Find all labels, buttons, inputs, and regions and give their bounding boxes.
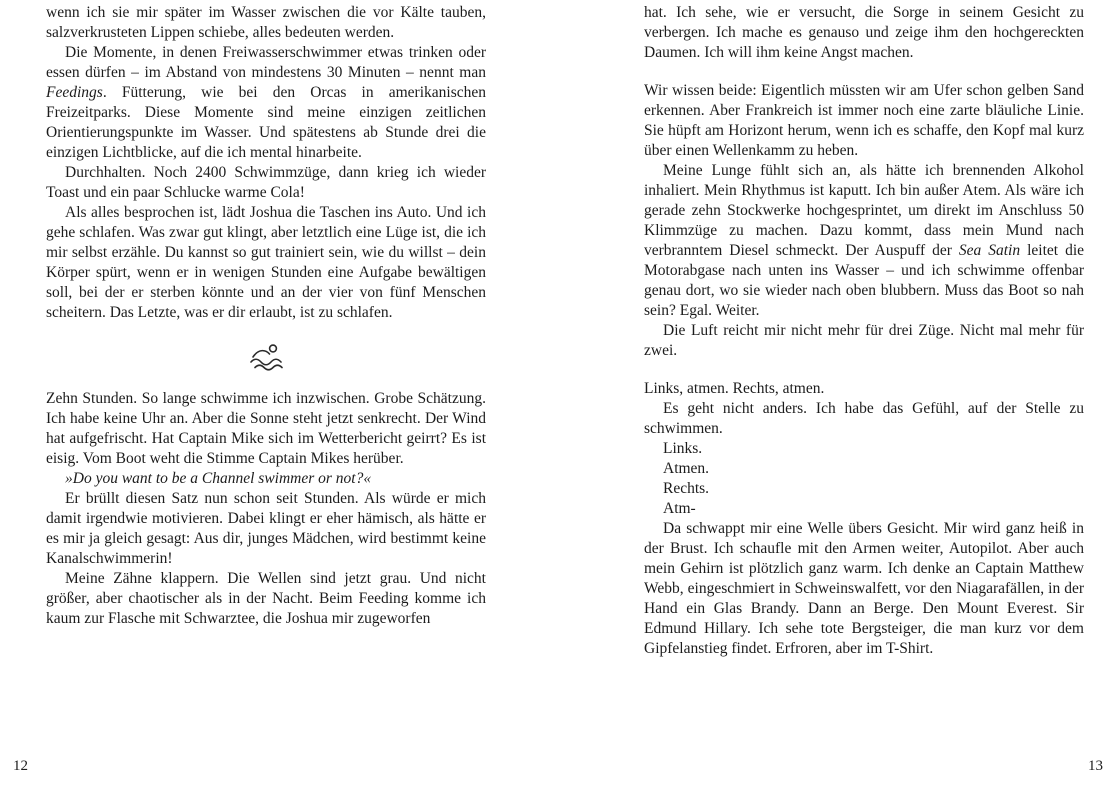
paragraph	[644, 321, 1084, 361]
paragraph	[644, 459, 1084, 479]
text-segment: Er brüllt diesen Satz nun schon seit Stunden. Als würde er mich damit irgendwie motivieren. Dabei klingt er eher hämisch, als hätte er es mir ja gleich gesagt: Aus dir, junges Mädchen, wird bestimmt keine Kanalschwimmerin!	[46, 490, 486, 567]
text-segment: Atm-	[663, 500, 696, 517]
text-segment: Es geht nicht anders. Ich habe das Gefühl, auf der Stelle zu schwimmen.	[644, 400, 1084, 437]
text-segment: Da schwappt mir eine Welle übers Gesicht. Mir wird ganz heiß in der Brust. Ich schaufle mit den Armen weiter, Autopilot. Aber auch mein Gehirn ist plötzlich ganz warm. Ich denke an Captain Matthew Webb, eingeschmiert in Schweinswalfett, vor den Niagarafällen, in der Hand ein Glas Brandy. Dann an Berge. Den Mount Everest. Sir Edmund Hillary. Ich sehe tote Bergsteiger, die man kurz vor dem Gipfelanstieg findet. Erfroren, aber im T-Shirt.	[644, 520, 1084, 657]
paragraph	[644, 399, 1084, 439]
text-segment: Atmen.	[663, 460, 710, 477]
text-segment: Zehn Stunden. So lange schwimme ich inzwischen. Grobe Schätzung. Ich habe keine Uhr an. Aber die Sonne steht jetzt senkrecht. Der Wind hat aufgefrischt. Hat Captain Mike sich im Wetterbericht geirrt? Es ist eisig. Vom Boot weht die Stimme Captain Mikes herüber.	[46, 390, 486, 467]
paragraph	[644, 499, 1084, 519]
text-segment: leitet die Motorabgase nach unten ins Wasser – und ich schwimme offenbar genau dort, wo sie wieder nach oben blubbern. Muss das Boot so nah sein? Egal. Weiter.	[644, 242, 1085, 319]
paragraph	[644, 3, 1084, 63]
italic-text-segment: Sea Satin	[958, 242, 1021, 259]
text-segment: Rechts.	[663, 480, 710, 497]
page-number-left: 12	[13, 758, 28, 774]
text-segment: Die Luft reicht mir nicht mehr für drei Züge. Nicht mal mehr für zwei.	[644, 322, 1084, 359]
text-segment: Wir wissen beide: Eigentlich müssten wir am Ufer schon gelben Sand erkennen. Aber Frankreich ist immer noch eine zarte bläuliche Linie. Sie hüpft am Horizont herum, wenn ich es schaffe, den Kopf mal kurz über einen Wellenkamm zu heben.	[644, 82, 1084, 159]
paragraph	[644, 519, 1084, 659]
paragraph	[644, 161, 1084, 321]
italic-text-segment: »Do you want to be a Channel swimmer or not?«	[65, 470, 372, 487]
paragraph	[46, 469, 486, 489]
swimmer-wave-ornament-icon	[246, 341, 286, 371]
page-left-text	[46, 3, 486, 629]
text-segment: hat. Ich sehe, wie er versucht, die Sorge in seinem Gesicht zu verbergen. Ich mache es genauso und zeige ihm den hochgereckten Daumen. Ich will ihm keine Angst machen.	[644, 4, 1084, 61]
paragraph	[46, 203, 486, 323]
paragraph	[46, 163, 486, 203]
section-break-ornament	[46, 341, 486, 377]
paragraph	[644, 81, 1084, 161]
paragraph	[46, 489, 486, 569]
text-segment: . Fütterung, wie bei den Orcas in amerikanischen Freizeitparks. Diese Momente sind meine einzigen zeitlichen Orientierungspunkte im Wasser. Und spätestens ab Stunde drei die einzigen Lichtblicke, auf die ich mental hinarbeite.	[46, 84, 486, 161]
paragraph	[644, 479, 1084, 499]
text-segment: Die Momente, in denen Freiwasserschwimmer etwas trinken oder essen dürfen – im Abstand von mindestens 30 Minuten – nennt man	[46, 44, 486, 81]
paragraph	[644, 439, 1084, 459]
page-right-text	[644, 3, 1084, 659]
paragraph-spacer	[644, 63, 1084, 81]
paragraph	[46, 569, 486, 629]
paragraph	[46, 3, 486, 43]
page-right	[558, 0, 1116, 789]
text-segment: Links.	[663, 440, 703, 457]
paragraph-spacer	[644, 361, 1084, 379]
page-number-right: 13	[1088, 758, 1103, 774]
text-segment: Als alles besprochen ist, lädt Joshua die Taschen ins Auto. Und ich gehe schlafen. Was zwar gut klingt, aber letztlich eine Lüge ist, die ich mir selbst erzähle. Du kannst so gut trainiert sein, wie du willst – dein Körper spürt, wenn er in wenigen Stunden eine Aufgabe bewältigen soll, bei der er sterben könnte und an der vier von fünf Menschen scheitern. Das Letzte, was er dir erlaubt, ist zu schlafen.	[46, 204, 486, 321]
text-segment: Links, atmen. Rechts, atmen.	[644, 380, 825, 397]
text-segment: Meine Lunge fühlt sich an, als hätte ich brennenden Alkohol inhaliert. Mein Rhythmus ist kaputt. Ich bin außer Atem. Als wäre ich gerade zehn Stockwerke hochgesprintet, um direkt im Anschluss 50 Klimmzüge zu machen. Dazu kommt, dass mein Mund nach verbranntem Diesel schmeckt. Der Auspuff der	[644, 162, 1084, 259]
text-segment: Durchhalten. Noch 2400 Schwimmzüge, dann krieg ich wieder Toast und ein paar Schlucke warme Cola!	[46, 164, 486, 201]
paragraph	[46, 43, 486, 163]
text-segment: Meine Zähne klappern. Die Wellen sind jetzt grau. Und nicht größer, aber chaotischer als in der Nacht. Beim Feeding komme ich kaum zur Flasche mit Schwarztee, die Joshua mir zugeworfen	[46, 570, 486, 627]
paragraph	[644, 379, 1084, 399]
italic-text-segment: Feedings	[46, 84, 103, 101]
paragraph	[46, 389, 486, 469]
text-segment: wenn ich sie mir später im Wasser zwischen die vor Kälte tauben, salzverkrusteten Lippen schiebe, alles bedeuten werden.	[46, 4, 486, 41]
